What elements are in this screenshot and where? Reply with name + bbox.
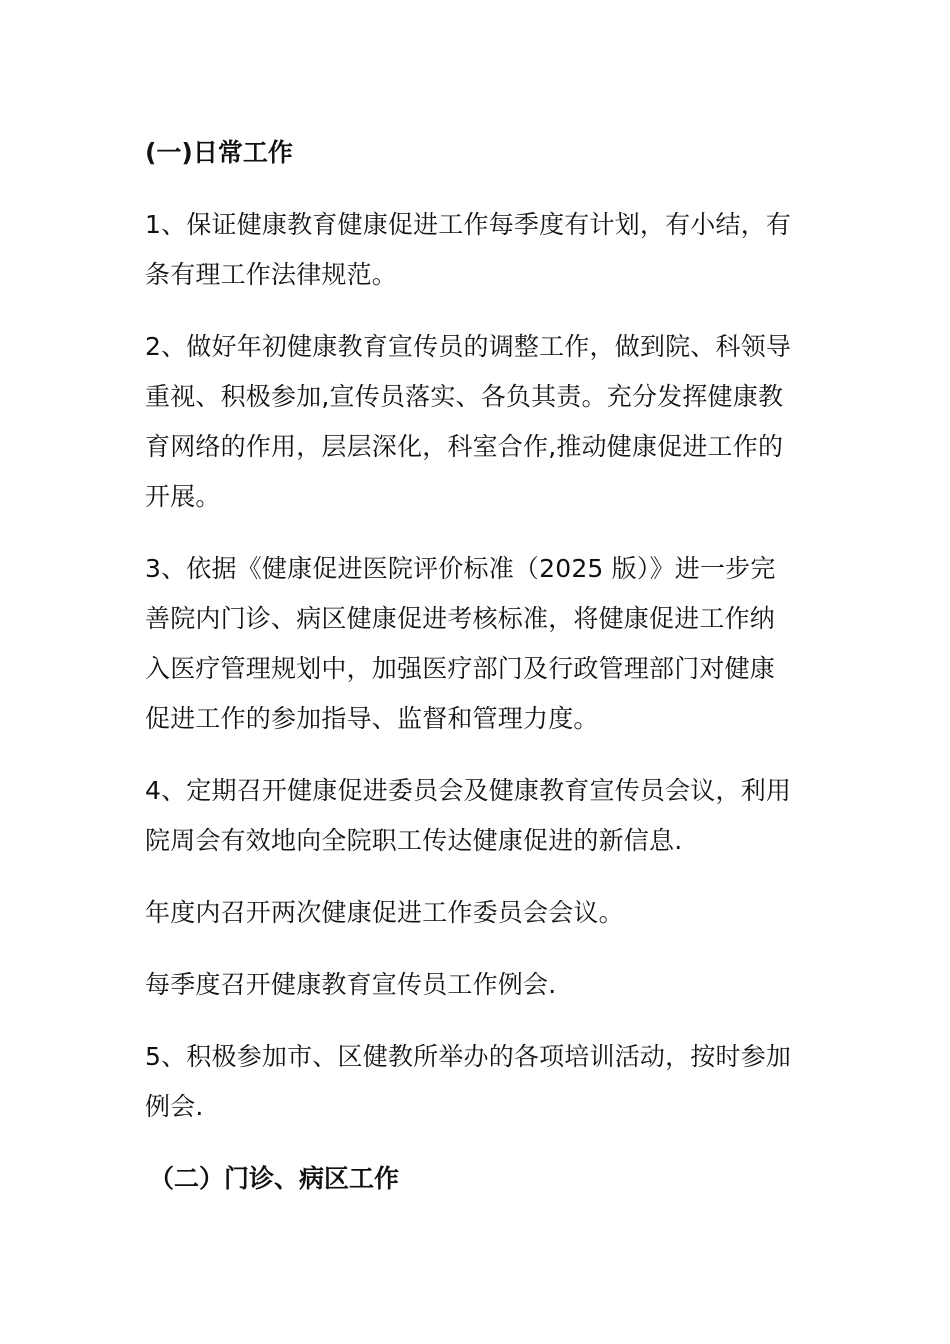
text-line: 入医疗管理规划中，加强医疗部门及行政管理部门对健康 (145, 654, 776, 683)
paragraph-quarterly-meetings: 每季度召开健康教育宣传员工作例会. (145, 970, 557, 999)
text-line: 3、依据《健康促进医院评价标准（2025 版）》进一步完 (145, 554, 776, 583)
text-line: 开展。 (145, 482, 221, 511)
paragraph-item-4 (145, 766, 810, 866)
text-line: 例会. (145, 1092, 204, 1121)
section-heading-outpatient-ward-work: （二）门诊、病区工作 (149, 1164, 400, 1193)
text-line: 1、保证健康教育健康促进工作每季度有计划，有小结，有 (145, 210, 792, 239)
text-line: 5、积极参加市、区健教所举办的各项培训活动，按时参加 (145, 1042, 792, 1071)
text-line: 育网络的作用，层层深化，科室合作,推动健康促进工作的 (145, 432, 784, 461)
paragraph-annual-meetings: 年度内召开两次健康促进工作委员会会议。 (145, 898, 624, 927)
text-line: 2、做好年初健康教育宣传员的调整工作，做到院、科领导 (145, 332, 792, 361)
paragraph-item-5 (145, 1032, 810, 1132)
text-line: 促进工作的参加指导、监督和管理力度。 (145, 704, 599, 733)
text-line: 条有理工作法律规范。 (145, 260, 398, 289)
document-body (145, 128, 810, 1226)
paragraph-item-3 (145, 544, 810, 744)
text-line: 院周会有效地向全院职工传达健康促进的新信息. (145, 826, 683, 855)
paragraph-item-1 (145, 200, 810, 300)
text-line: 善院内门诊、病区健康促进考核标准，将健康促进工作纳 (145, 604, 776, 633)
text-line: 4、定期召开健康促进委员会及健康教育宣传员会议，利用 (145, 776, 792, 805)
text-line: 重视、积极参加,宣传员落实、各负其责。充分发挥健康教 (145, 382, 784, 411)
paragraph-item-2 (145, 322, 810, 522)
section-heading-daily-work: (一)日常工作 (145, 138, 293, 167)
